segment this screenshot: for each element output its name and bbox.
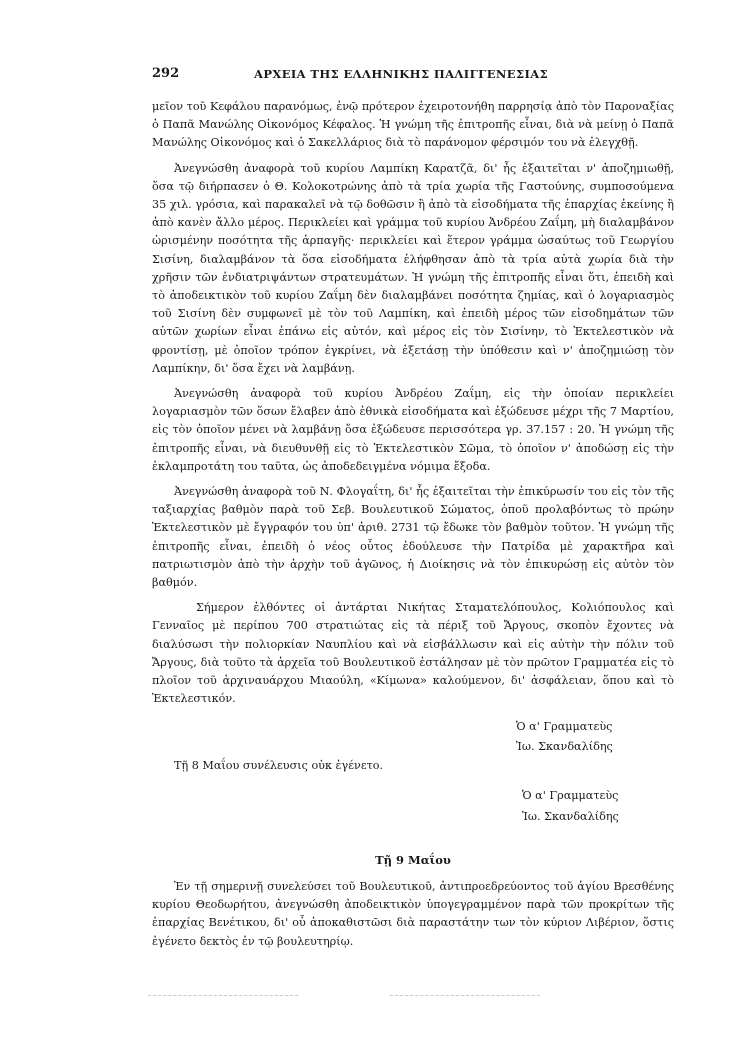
signature-role: Ὁ α' Γραμματεὺς [522,788,619,802]
secretary-signature-1 [152,717,674,757]
footer-rule-left [148,995,298,996]
document-body [152,98,674,951]
secretary-signature-2 [152,785,674,827]
running-header [152,66,674,86]
running-title: ΑΡΧΕΙΑ ΤΗΣ ΕΛΛΗΝΙΚΗΣ ΠΑΛΙΓΓΕΝΕΣΙΑΣ [254,67,549,81]
signature-name: Ἰω. Σκανδαλίδης [516,739,613,753]
paragraph-flogaiti-petition: Ἀνεγνώσθη ἀναφορὰ τοῦ Ν. Φλογαΐτη, δι' ἧς ἐξαιτεῖται τὴν ἐπικύρωσίν του εἰς τὸν τῆς ταξιαρχίας βαθμὸν παρὰ τοῦ Σεβ. Βουλευτικοῦ Σώματος, ὁποῦ προλαβόντως τὸ πρώην Ἐκτελεστικὸν μὲ ἔγγραφόν του ὑπ' ἀριθ. 2731 τῷ ἔδωκε τὸν βαθμὸν τοῦτον. Ἡ γνώμη τῆς ἐπιτροπῆς εἶναι, ἐπειδὴ ὁ νέος οὗτος ἐδούλευσε τὴν Πατρίδα μὲ χαρακτῆρα καὶ πατριωτισμὸν ἀπὸ τὴν ἀρχὴν τοῦ ἀγῶνος, ἡ Διοίκησις νὰ τὸν ἐπικυρώσῃ εἰς αὐτὸν τὸν βαθμόν. [152,485,674,590]
paragraph-may-9-session: Ἐν τῇ σημερινῇ συνελεύσει τοῦ Βουλευτικοῦ, ἀντιπροεδρεύοντος τοῦ ἁγίου Βρεσθένης κυρίου Θεοδωρήτου, ἀνεγνώσθη ἀποδεικτικὸν ὑπογεγραμμένον παρὰ τῶν προκρίτων τῆς ἐπαρχίας Βενέτικου, δι' οὗ ἀποκαθιστῶσι διὰ παραστάτην των τὸν κύριον Λιβέριον, ὅστις ἐγένετο δεκτὸς ἐν τῷ βουλευτηρίῳ. [152,879,674,948]
section-heading-may-9: Τῇ 9 Μαΐου [375,852,451,867]
signature-name: Ἰω. Σκανδαλίδης [522,809,619,823]
footer-rule-right [390,995,540,996]
paragraph-rebels-argos: Σήμερον ἐλθόντες οἱ ἀντάρται Νικήτας Σταματελόπουλος, Κολιόπουλος καὶ Γενναῖος μὲ περίπου 700 στρατιώτας εἰς τὰ πέριξ τοῦ Ἄργους, σκοπὸν ἔχοντες νὰ διαλύσωσι τὴν πολιορκίαν Ναυπλίου καὶ νὰ εἰσβάλλωσιν καὶ εἰς αὐτὴν τὴν πόλιν τοῦ Ἄργους, διὰ τοῦτο τὰ ἀρχεῖα τοῦ Βουλευτικοῦ ἐστάλησαν μὲ τὸν πρῶτον Γραμματέα εἰς τὸ πλοῖον τοῦ ἀρχιναυάρχου Μιαούλη, «Κίμωνα» καλούμενον, δι' ἀσφάλειαν, ὅπου καὶ τὸ Ἐκτελεστικόν. [152,601,674,706]
paragraph-continuation: μεῖον τοῦ Κεφάλου παρανόμως, ἐνῷ πρότερον ἐχειροτονήθη παρρησίᾳ ἀπὸ τὸν Παροναξίας ὁ Παπᾶ Μανώλης Οἰκονόμος Κέφαλος. Ἡ γνώμη τῆς ἐπιτροπῆς εἶναι, διὰ νὰ μείνῃ ὁ Παπᾶ Μανώλης Οἰκονόμος καὶ ὁ Σακελλάριος διὰ τὸ παράνομον φέρσιμόν του νὰ ἐλεγχθῇ. [152,100,674,150]
signature-role: Ὁ α' Γραμματεὺς [516,719,613,733]
page-number: 292 [152,66,180,81]
may-8-note: Τῇ 8 Μαΐου συνέλευσις οὐκ ἐγένετο. [174,758,384,772]
paragraph-lampiki-petition: Ἀνεγνώσθη ἀναφορὰ τοῦ κυρίου Λαμπίκη Καρατζᾶ, δι' ἧς ἐξαιτεῖται ν' ἀποζημιωθῇ, ὅσα τῷ διήρπασεν ὁ Θ. Κολοκοτρώνης ἀπὸ τὰ τρία χωρία τῆς Γαστούνης, συμποσούμενα 35 χιλ. γρόσια, καὶ παρακαλεῖ νὰ τῷ δοθῶσιν ἢ ἀπὸ τὰ εἰσοδήματα τῆς ἐπαρχίας ἐκείνης ἢ ἀπὸ κανὲν ἄλλο μέρος. Περικλείει καὶ γράμμα τοῦ κυρίου Ἀνδρέου Ζαΐμη, μὴ διαλαμβάνον ὡρισμένην ποσότητα τῆς ἁρπαγῆς· περικλείει καὶ ἕτερον γράμμα ὡσαύτως τοῦ Γεωργίου Σισίνη, διαλαμβάνον τὰ ὅσα εἰσοδήματα ἐλήφθησαν ἀπὸ τὰ τρία αὐτὰ χωρία διὰ τὴν χρῆσιν τῶν ἐνδιατριψάντων στρατευμάτων. Ἡ γνώμη τῆς ἐπιτροπῆς εἶναι ὅτι, ἐπειδὴ καὶ τὸ ἀποδεικτικὸν τοῦ κυρίου Ζαΐμη δὲν διαλαμβάνει ποσότητα ζημίας, καὶ ὁ λογαριασμὸς τοῦ Σισίνη δὲν συμφωνεῖ μὲ τὸν τοῦ Λαμπίκη, καὶ ἐπειδὴ μέρος τῶν εἰσοδημάτων τῶν αὐτῶν χωρίων εἶναι ἐπάνω εἰς αὐτόν, καὶ μέρος εἰς τὸν Σισίνην, τὸ Ἐκτελεστικὸν νὰ φροντίσῃ, μὲ ὁποῖον τρόπον ἐγκρίνει, νὰ ἐξετάσῃ τὴν ὑπόθεσιν καὶ ν' ἀποζημιώσῃ τὸν Λαμπίκην, δι' ὅσα ἔχει νὰ λαμβάνῃ. [152,161,674,375]
paragraph-zaimi-account: Ἀνεγνώσθη ἀναφορὰ τοῦ κυρίου Ἀνδρέου Ζαΐμη, εἰς τὴν ὁποίαν περικλείει λογαριασμὸν τῶν ὅσων ἔλαβεν ἀπὸ ἐθνικὰ εἰσοδήματα καὶ ἐξώδευσε μέχρι τῆς 7 Μαρτίου, εἰς τὸν ὁποῖον μένει νὰ λαμβάνῃ ὅσα ἐξώδευσε περισσότερα γρ. 37.157 : 20. Ἡ γνώμη τῆς ἐπιτροπῆς εἶναι, νὰ διευθυνθῇ εἰς τὸ Ἐκτελεστικὸν Σῶμα, τὸ ὁποῖον ν' ἀποδώσῃ εἰς τὴν ἐκλαμπροτάτη του ταῦτα, ὡς ἀποδεδειγμένα νόμιμα ἔξοδα. [152,387,674,473]
